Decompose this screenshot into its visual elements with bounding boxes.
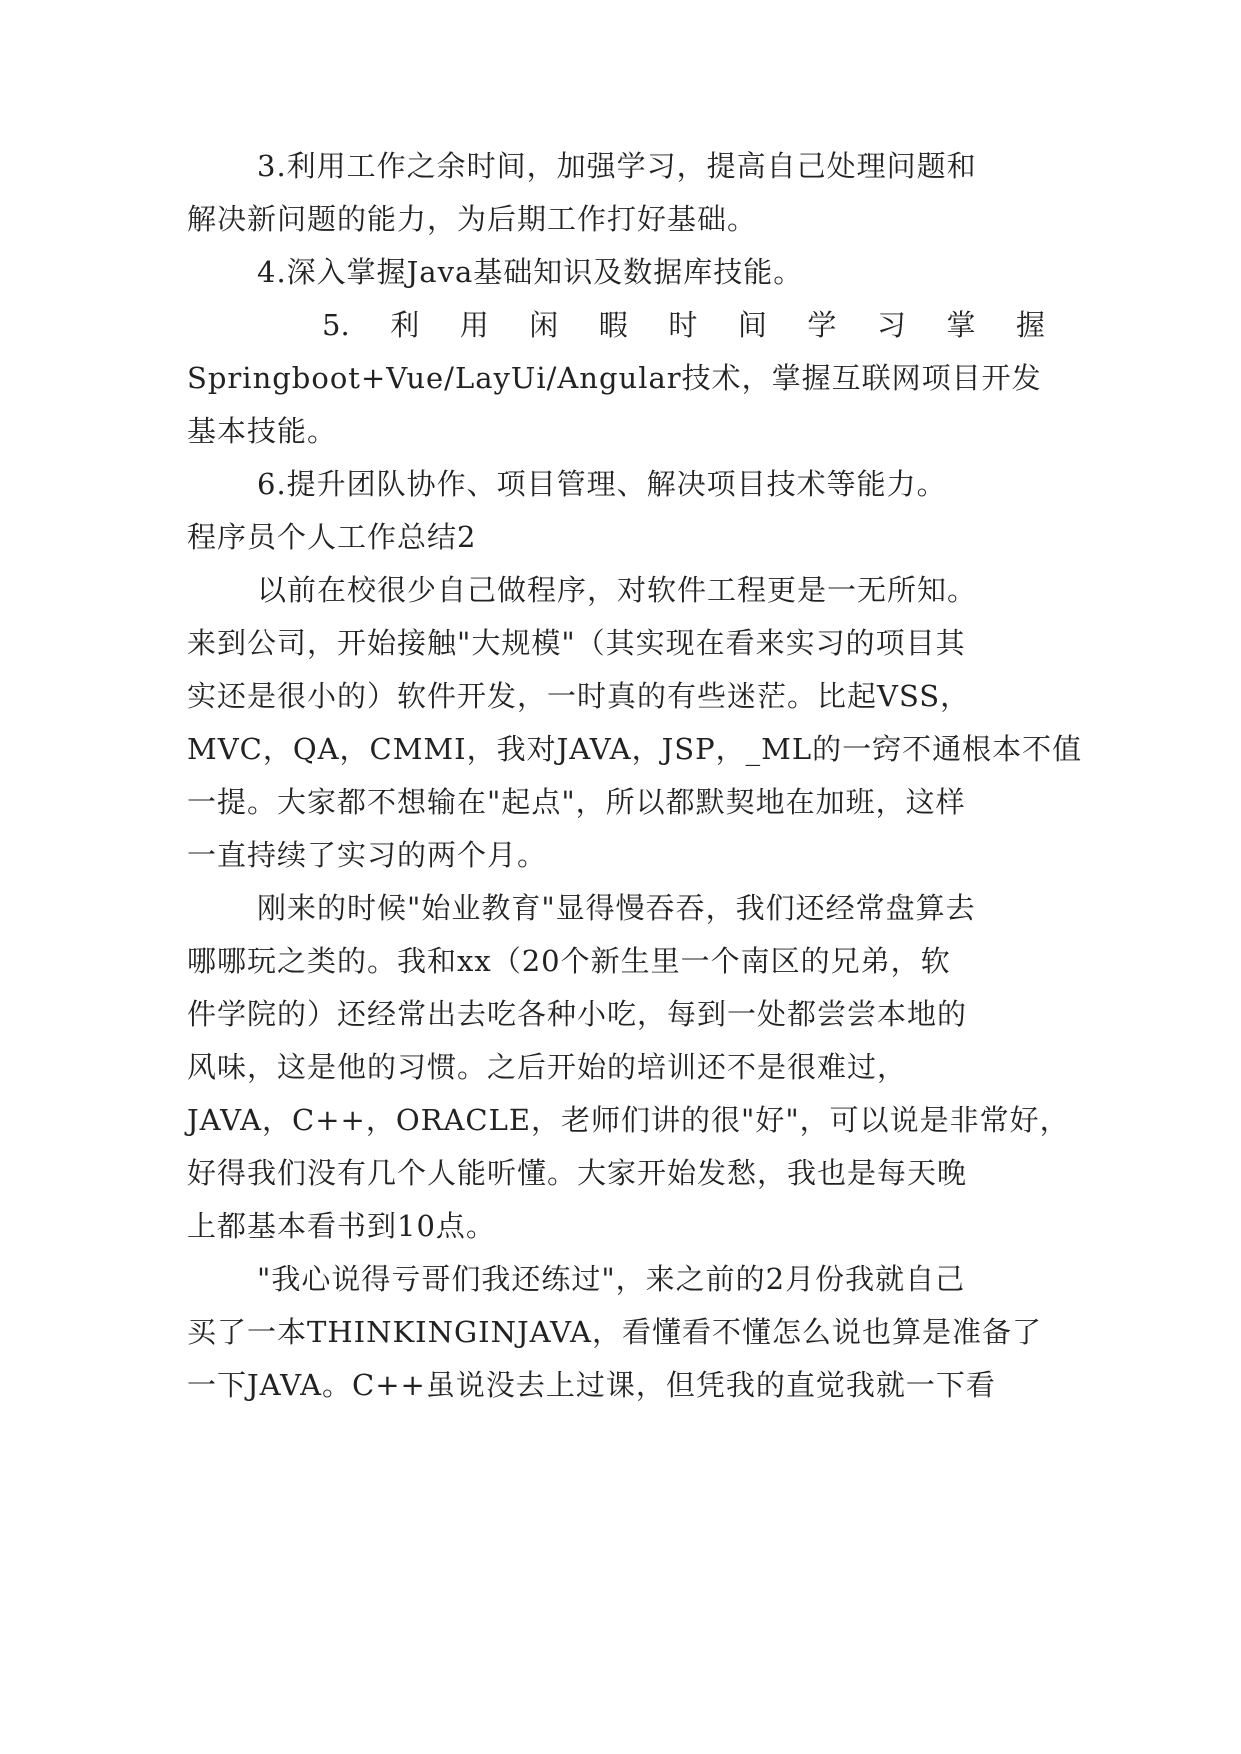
item-5-line-1 xyxy=(322,305,1045,345)
paragraph-3-line: "我心说得亏哥们我还练过"，来之前的2月份我就自己 xyxy=(257,1262,966,1296)
item-5-word: 学 xyxy=(807,308,837,342)
item-5-number: 5. xyxy=(322,308,350,342)
item-5-word: 暇 xyxy=(598,308,628,342)
paragraph-2-line: 件学院的）还经常出去吃各种小吃，每到一处都尝尝本地的 xyxy=(187,997,968,1031)
paragraph-3-line: 买了一本THINKINGINJAVA，看懂看不懂怎么说也算是准备了 xyxy=(187,1315,1042,1349)
paragraph-1-line: 以前在校很少自己做程序，对软件工程更是一无所知。 xyxy=(257,573,978,607)
item-5-word: 掌 xyxy=(946,308,976,342)
item-5-word: 握 xyxy=(1015,308,1045,342)
paragraph-1-line: 一直持续了实习的两个月。 xyxy=(187,838,548,872)
item-4: 4.深入掌握Java基础知识及数据库技能。 xyxy=(257,255,804,289)
item-5-line-2: Springboot+Vue/LayUi/Angular技术，掌握互联网项目开发 xyxy=(187,361,1042,395)
paragraph-3-line: 一下JAVA。C++虽说没去上过课，但凭我的直觉我就一下看 xyxy=(187,1368,996,1402)
section-title: 程序员个人工作总结2 xyxy=(187,520,477,554)
item-5-word: 习 xyxy=(876,308,906,342)
item-5-word: 用 xyxy=(459,308,489,342)
item-3-line-2: 解决新问题的能力，为后期工作打好基础。 xyxy=(187,202,758,236)
item-3-line-1: 3.利用工作之余时间，加强学习，提高自己处理问题和 xyxy=(257,149,977,183)
item-6: 6.提升团队协作、项目管理、解决项目技术等能力。 xyxy=(257,467,947,501)
paragraph-1-line: MVC，QA，CMMI，我对JAVA，JSP，_ML的一窍不通根本不值 xyxy=(187,732,1083,766)
paragraph-2-line: 上都基本看书到10点。 xyxy=(187,1209,496,1243)
item-5-word: 时 xyxy=(668,308,698,342)
paragraph-1-line: 来到公司，开始接触"大规模"（其实现在看来实习的项目其 xyxy=(187,626,966,660)
paragraph-2-line: JAVA，C++，ORACLE，老师们讲的很"好"，可以说是非常好， xyxy=(187,1103,1070,1137)
paragraph-1-line: 一提。大家都不想输在"起点"，所以都默契地在加班，这样 xyxy=(187,785,966,819)
item-5-word: 利 xyxy=(390,308,420,342)
paragraph-1-line: 实还是很小的）软件开发，一时真的有些迷茫。比起VSS， xyxy=(187,679,971,713)
paragraph-2-line: 刚来的时候"始业教育"显得慢吞吞，我们还经常盘算去 xyxy=(257,891,976,925)
paragraph-2-line: 哪哪玩之类的。我和xx（20个新生里一个南区的兄弟，软 xyxy=(187,944,951,978)
paragraph-2-line: 好得我们没有几个人能听懂。大家开始发愁，我也是每天晚 xyxy=(187,1156,968,1190)
paragraph-2-line: 风味，这是他的习惯。之后开始的培训还不是很难过， xyxy=(187,1050,908,1084)
item-5-line-3: 基本技能。 xyxy=(187,414,338,448)
item-5-word: 间 xyxy=(737,308,767,342)
item-5-word: 闲 xyxy=(529,308,559,342)
